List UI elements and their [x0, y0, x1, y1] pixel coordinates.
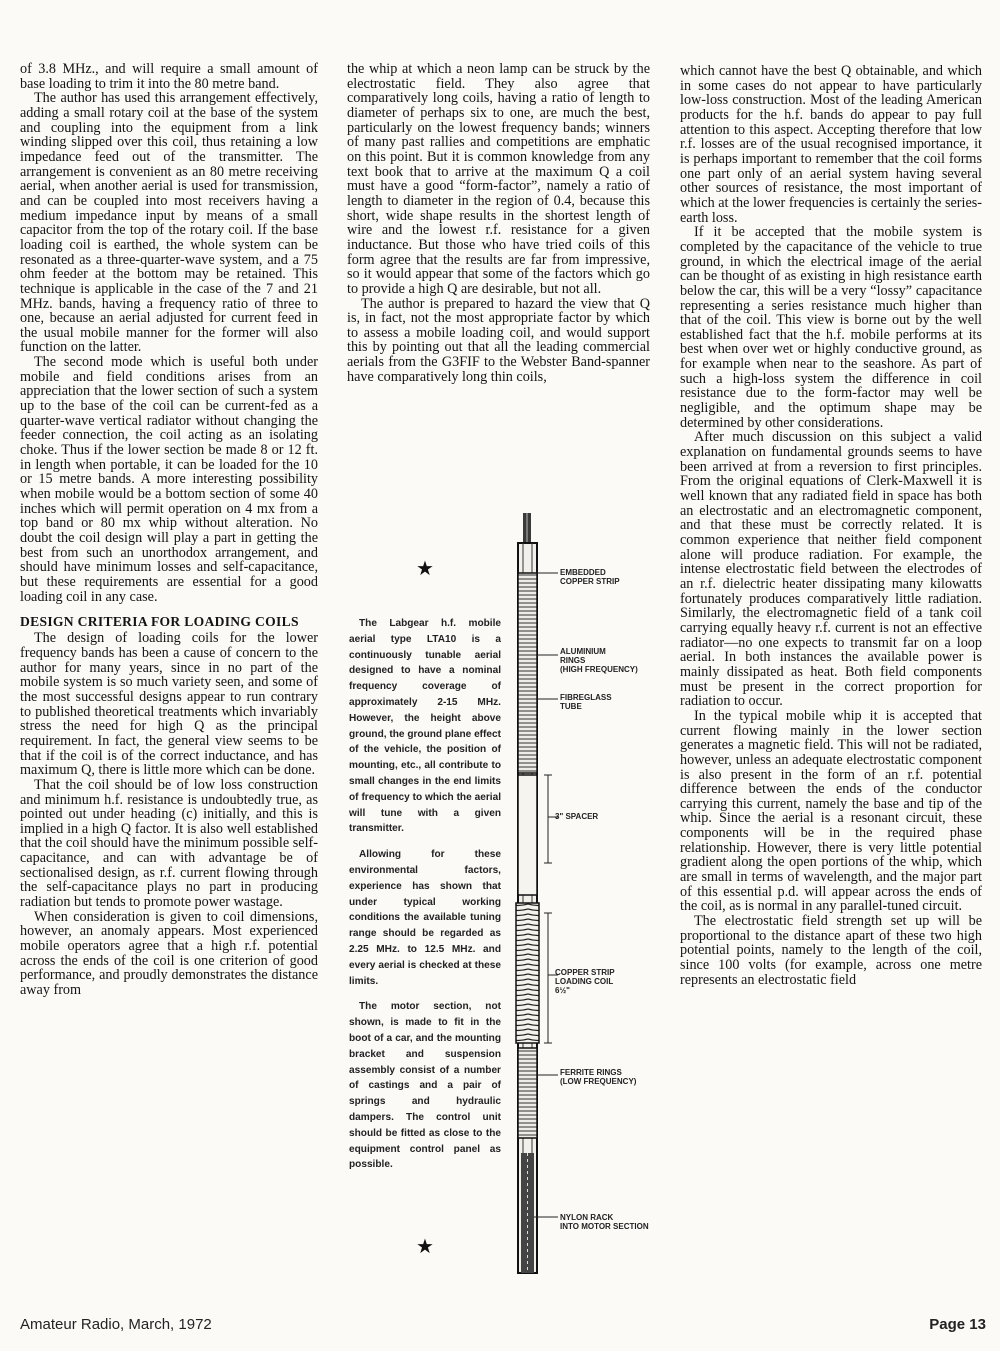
paragraph: The second mode which is useful both under mobile and field conditions arises from an appreciation that the lower section of such a system up to the base of the coil can be current-fed as a quarter-wave vertical radiator without changing the feeder connection, the coil acting as an isolating choke. Thus if the lower section be made 8 or 12 ft. in length when portable, it can be loaded for the 10 or 15 metre bands. A more interesting possibility when mobile would be a bottom section of some 40 inches which will permit operation on 4 mx from a top band or 80 mx whip without alteration. No doubt the coil design will play a part in getting the best from such an unorthodox arrangement, and should have minimum losses and self-capacitance, but these requirements are essential for a good loading coil in any case. — [20, 354, 318, 605]
paragraph: The design of loading coils for the lower frequency bands has been a cause of concern to the author for many years, since in no part of the mobile system is so much variety seen, and some of the most successful designs appear to run contrary to published theoretical treatments which invariably stress the need for high Q as the principal requirement. In fact, the general view seems to be that if the coil is of the correct inductance, and has maximum Q, there is little more which can be done. — [20, 630, 318, 779]
article-column-2 — [347, 62, 650, 384]
label-embedded-copper-strip: EMBEDDED COPPER STRIP — [560, 568, 620, 586]
label-aluminium-rings: ALUMINIUM RINGS (HIGH FREQUENCY) — [560, 647, 638, 674]
label-loading-coil: COPPER STRIP LOADING COIL 6½" — [555, 968, 615, 995]
aerial-drawing — [508, 513, 656, 1293]
label-ferrite-rings: FERRITE RINGS (LOW FREQUENCY) — [560, 1068, 637, 1086]
footer-page-number: Page 13 — [929, 1316, 986, 1333]
paragraph: The electrostatic field strength set up will be proportional to the distance apart of these two high potential points, namely to the length of the coil, since 100 volts (for example, across one metre represents an electrostatic field — [680, 913, 982, 988]
paragraph: The author has used this arrangement effectively, adding a small rotary coil at the base of the system and coupling into the equipment from a link winding slipped over this coil, thus retaining a low impedance feed out of the transmitter. The arrangement is convenient as an 80 metre receiving aerial, when another aerial is used for transmission, and can be coupled into most receivers having a medium impedance input by means of a small capacitor from the top of the rotary coil. If the base loading coil is earthed, the whole system can be resonated as a three-quarter-wave system, and a 75 ohm feeder at the bottom may be retained. This technique is applicable in the case of the 7 and 21 MHz. bands, having a frequency ratio of three to one, because an aerial adjusted for current feed in the usual mobile manner for the former will also function on the latter. — [20, 90, 318, 356]
paragraph: the whip at which a neon lamp can be struck by the electrostatic field. They also agree that comparatively long coils, having a ratio of length to diameter of perhaps six to one, are much the best, particularly on the lowest frequency bands; winners of many past rallies and competitions are emphatic on this point. But it is common knowledge from any text book that to arrive at the maximum Q a coil must have a good “form-factor”, namely a ratio of length to diameter in the region of 0.4, because this short, wide shape results in the shortest length of wire and the lowest r.f. resistance for a given inductance. But those who have tried coils of this form agree that the results are far from impressive, so it would appear that some of the factors which go to provide a high Q are desirable, but not all. — [347, 61, 650, 297]
caption-paragraph: Allowing for these environmental factors, experience has shown that under typical working conditions the available tuning range should be regarded as 2.25 MHz. to 12.5 MHz. and every aerial is checked at these limits. — [349, 849, 501, 987]
star-ornament-bottom: ★ — [416, 1236, 434, 1258]
paragraph: of 3.8 MHz., and will require a small amount of base loading to trim it into the 80 metre band. — [20, 61, 318, 92]
caption-paragraph: The motor section, not shown, is made to fit in the boot of a car, and the mounting bracket and suspension assembly consist of a number of castings and a pair of springs and hydraulic dampers. The control unit should be fitted as close to the equipment control panel as possible. — [349, 1001, 501, 1171]
article-column-1 — [20, 62, 318, 998]
star-ornament-top: ★ — [416, 558, 434, 580]
label-nylon-rack: NYLON RACK INTO MOTOR SECTION — [560, 1213, 649, 1231]
loading-coil — [516, 903, 539, 1043]
paragraph: If it be accepted that the mobile system is completed by the capacitance of the vehicle to true ground, in which the electrical image of the aerial can be thought of as existing in high resistance earth below the car, this will be a very “lossy” capacitance representing a series resistance much higher than that of the coil. This view is borne out by the well established fact that the h.f. mobile performs at its best when over wet or highly conductive ground, as for example when near to the seashore. As part of such a high-loss system the difference in coil resistance due to the form-factor may well be negligible, and the optimum shape may be determined by other considerations. — [680, 224, 982, 431]
label-fibreglass-tube: FIBREGLASS TUBE — [560, 693, 612, 711]
aerial-diagram — [508, 513, 656, 1293]
footer-publication: Amateur Radio, March, 1972 — [20, 1316, 212, 1333]
label-spacer: 3" SPACER — [555, 812, 599, 821]
paragraph: That the coil should be of low loss construction and minimum h.f. resistance is undoubtedly true, as pointed out under heading (c) initially, and this is implied in a high Q factor. It is also well established that the coil should have the minimum possible self-capacitance, and can with advantage be of sectionalised design, as r.f. current flowing through the self-capacitance plays no part in producing radiation but tends to promote power wastage. — [20, 776, 318, 911]
ferrite-rings — [518, 1048, 537, 1138]
figure-caption — [349, 616, 501, 1183]
aluminium-rings — [518, 573, 537, 773]
caption-paragraph: The Labgear h.f. mobile aerial type LTA10 is a continuously tunable aerial designed to have a nominal frequency coverage of approximately 2-15 MHz. However, the height above ground, the ground plane effect of the vehicle, the position of mounting, etc., all contribute to small changes in the end limits of frequency to which the aerial will tune with a given transmitter. — [349, 618, 501, 835]
paragraph: After much discussion on this subject a valid explanation on fundamental grounds seems to have been arrived at from a reversion to first principles. From the original equations of Clerk-Maxwell it is well known that any radiated field in space has both an electrostatic and an electromagnetic component, and that these must be correctly related. It is common experience that neither field component alone will produce radiation. For example, the intense electrostatic field between the electrodes of an r.f. dielectric heater dissipating many kilowatts fortunately produces comparatively little radiation. Similarly, the electromagnetic field of a tank coil carrying equally heavy r.f. current is not an effective radiator—no one expects to transmit far on a loop aerial. In both instances the available power is mainly dissipated as heat. Both field components must be present in the correct proportion for radiation to occur. — [680, 429, 982, 710]
paragraph: which cannot have the best Q obtainable, and which in some cases do not appear to have particularly low-loss construction. Most of the leading American products for the h.f. bands do appear to pay full attention to this aspect. Accepting therefore that low r.f. losses are of the usual recognised importance, it is perhaps important to remember that the coil forms one part only of an aerial system having several other sources of resistance, the most important of which at the lower frequencies is certainly the series-earth loss. — [680, 63, 982, 226]
section-heading: DESIGN CRITERIA FOR LOADING COILS — [20, 614, 299, 630]
paragraph: When consideration is given to coil dimensions, however, an anomaly appears. Most experienced mobile operators agree that a high r.f. potential across the ends of the coil is one criterion of good performance, and proudly demonstrates the distance away from — [20, 908, 318, 999]
paragraph: In the typical mobile whip it is accepted that current flowing mainly in the lower section generates a magnetic field. This will not be radiated, however, unless an adequate electrostatic component is also present in the form of an r.f. potential difference between the ends of the conductor carrying this current, namely the base and tip of the whip. Since the aerial is a resonant circuit, these components will be in the required phase relationship. However, there is very little potential gradient along the open portions of the whip, which are small in terms of wavelength, and the major part of this essential p.d. will appear across the ends of the coil, as is normal in any parallel-tuned circuit. — [680, 707, 982, 915]
paragraph: The author is prepared to hazard the view that Q is, in fact, not the most appropriate factor by which to assess a mobile loading coil, and would support this by pointing out that all the leading commercial aerials from the G3FIF to the Webster Band-spanner have comparatively long thin coils, — [347, 295, 650, 385]
spacer-section — [518, 775, 537, 895]
article-column-3 — [680, 64, 982, 987]
